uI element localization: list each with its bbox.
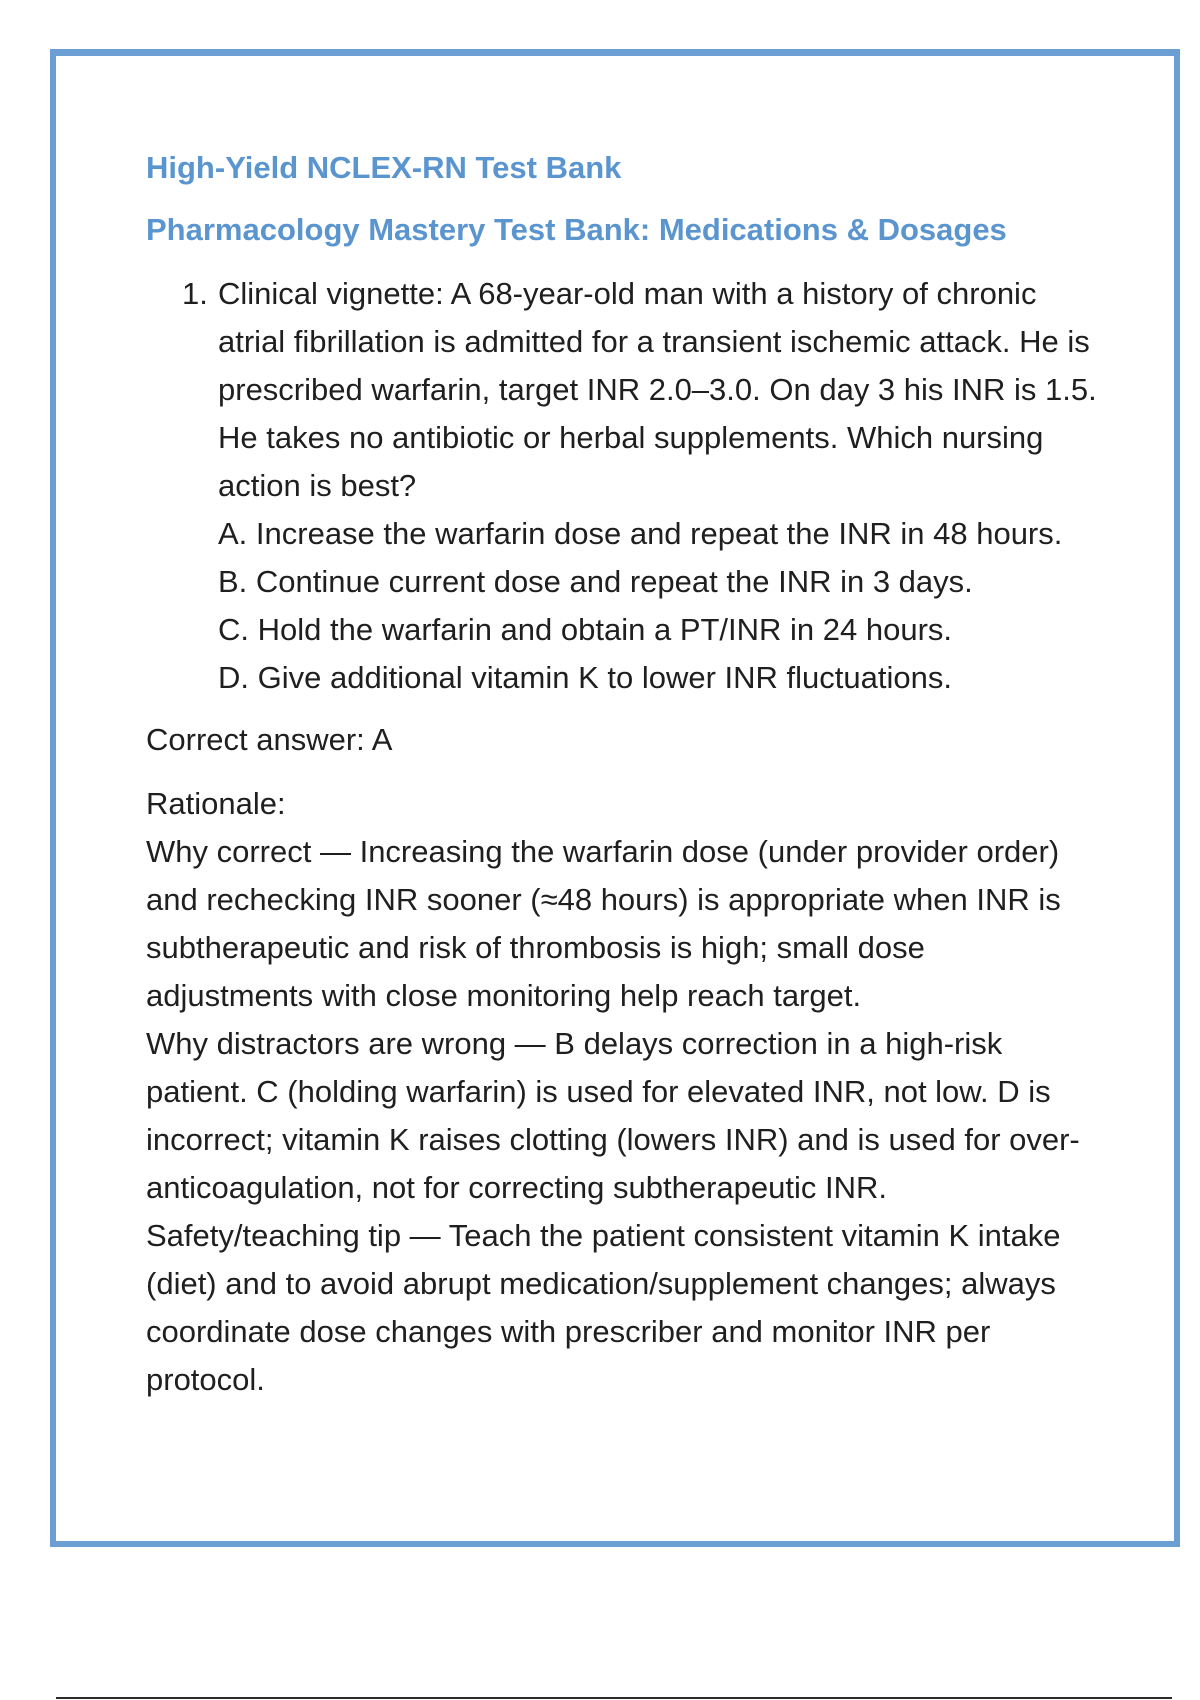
question-body [218, 270, 1098, 702]
option-a: A. Increase the warfarin dose and repeat the INR in 48 hours. [218, 516, 1063, 551]
section-title: Pharmacology Mastery Test Bank: Medications & Dosages [146, 212, 1007, 247]
header-title: High-Yield NCLEX-RN Test Bank [146, 150, 622, 185]
option-c: C. Hold the warfarin and obtain a PT/INR in 24 hours. [218, 612, 953, 647]
rationale-why-wrong: Why distractors are wrong — B delays correction in a high-risk patient. C (holding warfarin) is used for elevated INR, not low. D is incorrect; vitamin K raises clotting (lowers INR) and is used for over-anticoagulation, not for correcting subtherapeutic INR. [146, 1026, 1080, 1205]
option-b: B. Continue current dose and repeat the INR in 3 days. [218, 564, 973, 599]
bottom-rule [56, 1697, 1172, 1699]
question-vignette: Clinical vignette: A 68-year-old man with a history of chronic atrial fibrillation is admitted for a transient ischemic attack. He is prescribed warfarin, target INR 2.0–3.0. On day 3 his INR is 1.5. He takes no antibiotic or herbal supplements. Which nursing action is best? [218, 276, 1097, 503]
option-d: D. Give additional vitamin K to lower INR fluctuations. [218, 660, 952, 695]
question-number: 1. [182, 276, 208, 311]
question-item [146, 270, 1106, 702]
document-content [146, 148, 1106, 1404]
rationale-why-correct: Why correct — Increasing the warfarin dose (under provider order) and rechecking INR sooner (≈48 hours) is appropriate when INR is subtherapeutic and risk of thrombosis is high; small dose adjustments with close monitoring help reach target. [146, 834, 1061, 1013]
rationale-label: Rationale: [146, 786, 286, 821]
rationale-safety-tip: Safety/teaching tip — Teach the patient consistent vitamin K intake (diet) and to avoid abrupt medication/supplement changes; always coordinate dose changes with prescriber and monitor INR per protocol. [146, 1218, 1061, 1397]
rationale-section [146, 780, 1086, 1404]
correct-answer: Correct answer: A [146, 722, 393, 757]
